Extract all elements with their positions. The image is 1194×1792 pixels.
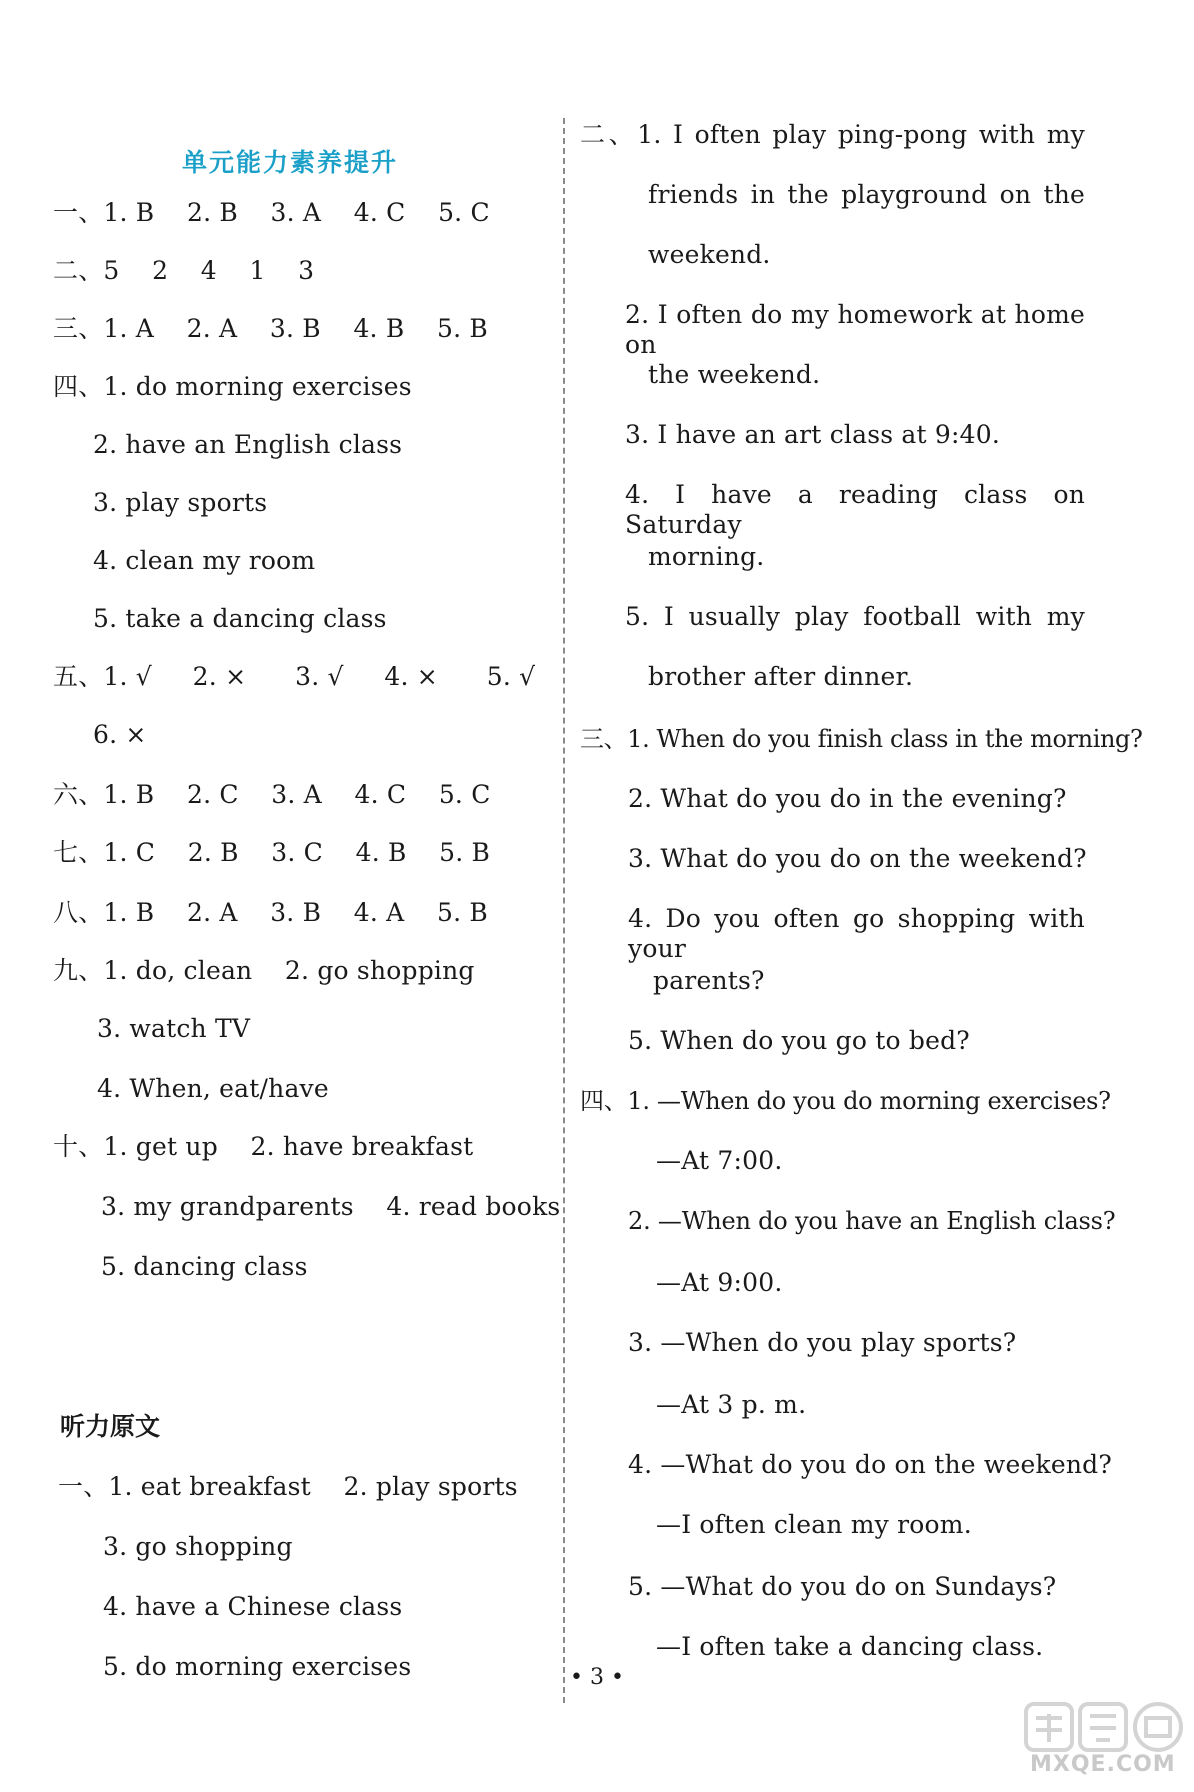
transcript-line: —At 3 p. m. xyxy=(656,1390,807,1419)
transcript-line: weekend. xyxy=(648,240,771,269)
answer-line: 四、1. do morning exercises xyxy=(53,372,412,401)
transcript-line: 三、1. When do you finish class in the morning? xyxy=(580,725,1143,753)
answer-line: 3. watch TV xyxy=(97,1014,251,1043)
transcript-line: 2. What do you do in the evening? xyxy=(628,784,1067,813)
transcript-line: brother after dinner. xyxy=(648,662,914,691)
answer-line: 2. have an English class xyxy=(93,430,403,459)
answer-line: 6. × xyxy=(93,720,147,749)
transcript-line: —At 7:00. xyxy=(656,1146,783,1175)
transcript-line: friends in the playground on the xyxy=(648,180,1085,209)
answer-line: 五、1. √ 2. × 3. √ 4. × 5. √ xyxy=(53,662,536,691)
unit-title: 单元能力素养提升 xyxy=(181,148,398,177)
answer-line: 4. When, eat/have xyxy=(97,1074,329,1103)
answer-line: 3. my grandparents 4. read books xyxy=(101,1192,561,1221)
answer-line: 5. take a dancing class xyxy=(93,604,387,633)
transcript-line: 5. I usually play football with my xyxy=(625,602,1085,631)
answer-line: 七、1. C 2. B 3. C 4. B 5. B xyxy=(53,838,491,867)
transcript-line: 二、1. I often play ping-pong with my xyxy=(580,120,1085,149)
answer-line: 九、1. do, clean 2. go shopping xyxy=(53,956,475,985)
transcript-line: 2. —When do you have an English class? xyxy=(628,1207,1116,1235)
watermark-text: MXQE.COM xyxy=(1030,1752,1176,1777)
transcript-line: the weekend. xyxy=(648,360,821,389)
transcript-line: 5. —What do you do on Sundays? xyxy=(628,1572,1057,1601)
answer-line: 4. clean my room xyxy=(93,546,316,575)
transcript-line: —I often take a dancing class. xyxy=(656,1632,1044,1661)
transcript-line: —At 9:00. xyxy=(656,1268,783,1297)
transcript-line: 3. What do you do on the weekend? xyxy=(628,844,1087,873)
watermark-logo xyxy=(1020,1700,1194,1792)
answer-line: 六、1. B 2. C 3. A 4. C 5. C xyxy=(53,780,491,809)
transcript-line: parents? xyxy=(653,966,765,995)
transcript-line: 4. I have a reading class on Saturday xyxy=(625,480,1085,539)
transcript-line: 3. I have an art class at 9:40. xyxy=(625,420,1000,449)
transcript-line: 四、1. —When do you do morning exercises? xyxy=(580,1087,1111,1115)
answer-line: 三、1. A 2. A 3. B 4. B 5. B xyxy=(53,314,488,343)
watermark-logo-icon xyxy=(1020,1700,1194,1760)
listening-section-title: 听力原文 xyxy=(60,1412,161,1441)
answer-line: 二、5 2 4 1 3 xyxy=(53,256,315,285)
answer-line: 十、1. get up 2. have breakfast xyxy=(53,1132,474,1161)
listening-line: 3. go shopping xyxy=(103,1532,293,1561)
page-number: • 3 • xyxy=(570,1665,624,1690)
transcript-line: —I often clean my room. xyxy=(656,1510,972,1539)
transcript-line: morning. xyxy=(648,542,765,571)
transcript-line: 4. Do you often go shopping with your xyxy=(628,904,1085,963)
answer-line: 八、1. B 2. A 3. B 4. A 5. B xyxy=(53,898,488,927)
answer-line: 一、1. B 2. B 3. A 4. C 5. C xyxy=(53,198,490,227)
listening-line: 一、1. eat breakfast 2. play sports xyxy=(58,1472,518,1501)
listening-line: 5. do morning exercises xyxy=(103,1652,412,1681)
transcript-line: 4. —What do you do on the weekend? xyxy=(628,1450,1112,1479)
transcript-line: 3. —When do you play sports? xyxy=(628,1328,1017,1357)
answer-line: 3. play sports xyxy=(93,488,268,517)
listening-line: 4. have a Chinese class xyxy=(103,1592,403,1621)
column-divider xyxy=(563,118,565,1703)
answer-line: 5. dancing class xyxy=(101,1252,308,1281)
transcript-line: 2. I often do my homework at home on xyxy=(625,300,1085,359)
transcript-line: 5. When do you go to bed? xyxy=(628,1026,970,1055)
